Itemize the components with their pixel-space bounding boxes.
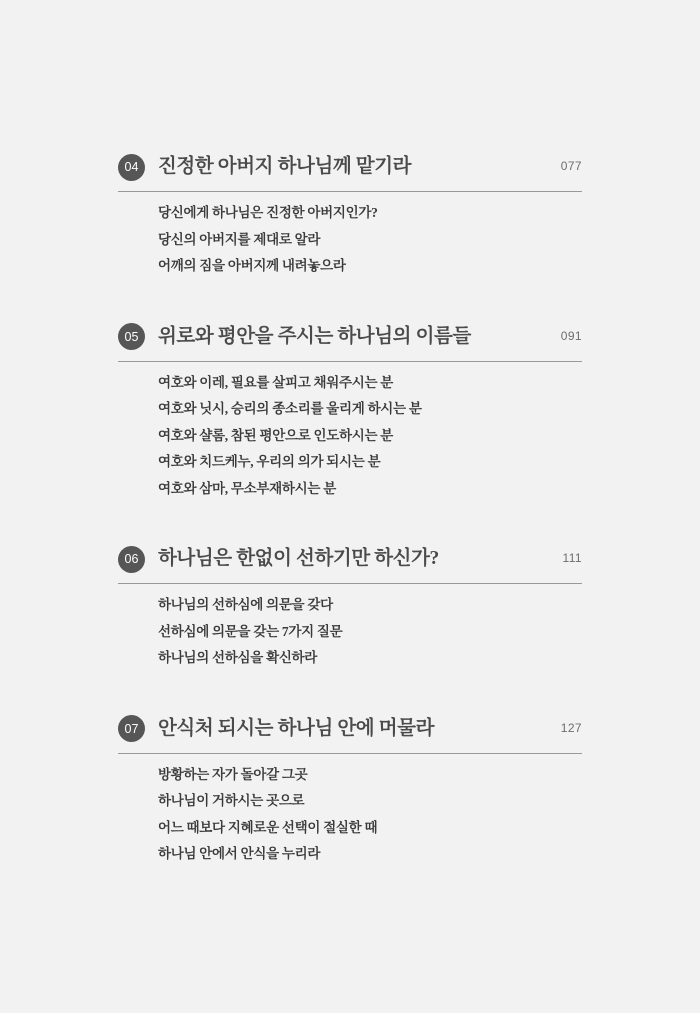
- list-item[interactable]: 하나님이 거하시는 곳으로: [158, 793, 305, 808]
- chapter-number-badge: 06: [118, 546, 145, 573]
- chapter-header[interactable]: [118, 542, 582, 584]
- list-item[interactable]: 여호와 치드케누, 우리의 의가 되시는 분: [158, 454, 381, 469]
- chapter-entry: [118, 320, 582, 496]
- list-item[interactable]: 당신의 아버지를 제대로 알라: [158, 231, 321, 247]
- list-item[interactable]: 선하심에 의문을 갖는 7가지 질문: [158, 623, 343, 639]
- section-list: [118, 192, 582, 273]
- list-item[interactable]: 하나님의 선하심에 의문을 갖다: [158, 597, 333, 612]
- list-item[interactable]: 하나님의 선하심을 확신하라: [158, 650, 318, 665]
- section-list: [118, 754, 582, 861]
- chapter-header[interactable]: [118, 150, 582, 192]
- list-item[interactable]: 하나님 안에서 안식을 누리라: [158, 846, 321, 861]
- chapter-number-badge: 05: [118, 323, 145, 350]
- list-item[interactable]: 어깨의 짐을 아버지께 내려놓으라: [158, 258, 346, 273]
- chapter-page-number: 091: [560, 328, 582, 343]
- list-item[interactable]: 여호와 이레, 필요를 살피고 채워주시는 분: [158, 374, 394, 390]
- chapter-page-number: 111: [562, 551, 582, 565]
- chapter-header[interactable]: [118, 712, 582, 754]
- chapter-number-badge: 04: [118, 154, 145, 181]
- list-item[interactable]: 여호와 닛시, 승리의 종소리를 울리게 하시는 분: [158, 401, 422, 416]
- list-item[interactable]: 방황하는 자가 돌아갈 그곳: [158, 766, 308, 782]
- chapter-number-badge: 07: [118, 715, 145, 742]
- list-item[interactable]: 어느 때보다 지혜로운 선택이 절실한 때: [158, 819, 378, 835]
- chapter-title[interactable]: 안식처 되시는 하나님 안에 머물라: [158, 717, 435, 739]
- chapter-header[interactable]: [118, 320, 582, 362]
- chapter-title[interactable]: 하나님은 한없이 선하기만 하신가?: [158, 548, 439, 570]
- chapter-entry: [118, 712, 582, 861]
- list-item[interactable]: 여호와 샬롬, 참된 평안으로 인도하시는 분: [158, 427, 394, 443]
- section-list: [118, 362, 582, 496]
- chapter-title[interactable]: 진정한 아버지 하나님께 맡기라: [158, 156, 412, 178]
- section-list: [118, 584, 582, 665]
- list-item[interactable]: 여호와 삼마, 무소부재하시는 분: [158, 480, 336, 496]
- chapter-entry: [118, 542, 582, 665]
- list-item[interactable]: 당신에게 하나님은 진정한 아버지인가?: [158, 205, 378, 220]
- chapter-entry: [118, 150, 582, 273]
- table-of-contents: [118, 150, 582, 861]
- chapter-page-number: 077: [560, 159, 582, 173]
- chapter-page-number: 127: [560, 720, 582, 735]
- chapter-title[interactable]: 위로와 평안을 주시는 하나님의 이름들: [158, 325, 471, 347]
